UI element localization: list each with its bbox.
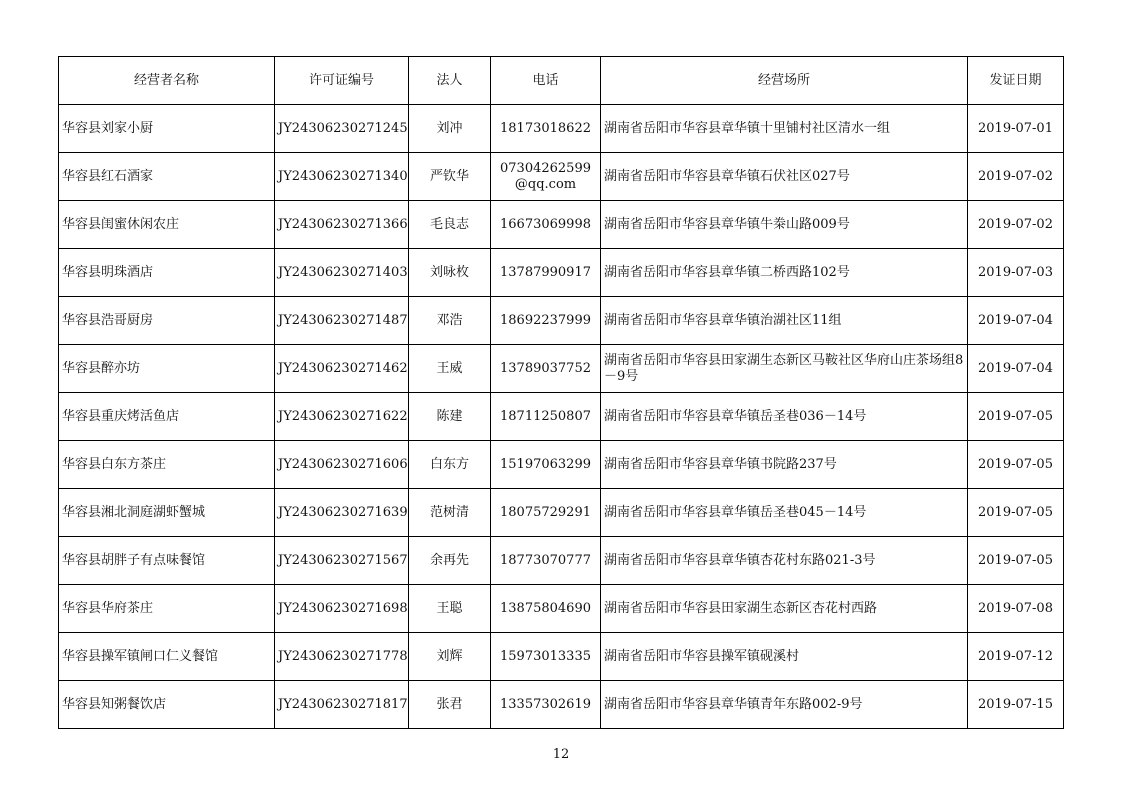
address-cell: 湖南省岳阳市华容县章华镇书院路237号 xyxy=(601,441,968,489)
address-cell: 湖南省岳阳市华容县田家湖生态新区马鞍社区华府山庄茶场组8－9号 xyxy=(601,345,968,393)
address-cell: 湖南省岳阳市华容县田家湖生态新区杏花村西路 xyxy=(601,585,968,633)
table-row xyxy=(59,537,1064,585)
legal-person-cell: 余再先 xyxy=(409,537,491,585)
header-operator-name: 经营者名称 xyxy=(59,57,275,105)
table-row xyxy=(59,681,1064,729)
issue-date-cell: 2019-07-04 xyxy=(968,297,1064,345)
legal-person-cell: 邓浩 xyxy=(409,297,491,345)
license-number-cell: JY24306230271403 xyxy=(275,249,409,297)
issue-date-cell: 2019-07-05 xyxy=(968,489,1064,537)
address-cell: 湖南省岳阳市华容县章华镇十里铺村社区清水一组 xyxy=(601,105,968,153)
address-cell: 湖南省岳阳市华容县章华镇青年东路002-9号 xyxy=(601,681,968,729)
table-row xyxy=(59,153,1064,201)
table-row xyxy=(59,489,1064,537)
address-cell: 湖南省岳阳市华容县操军镇砚溪村 xyxy=(601,633,968,681)
operator-name-cell: 华容县闺蜜休闲农庄 xyxy=(59,201,275,249)
license-number-cell: JY24306230271340 xyxy=(275,153,409,201)
operator-name-cell: 华容县醉亦坊 xyxy=(59,345,275,393)
page-number: 12 xyxy=(552,747,570,762)
phone-cell: 18692237999 xyxy=(491,297,601,345)
license-number-cell: JY24306230271487 xyxy=(275,297,409,345)
legal-person-cell: 陈建 xyxy=(409,393,491,441)
table-row xyxy=(59,441,1064,489)
address-cell: 湖南省岳阳市华容县章华镇杏花村东路021-3号 xyxy=(601,537,968,585)
operator-name-cell: 华容县明珠酒店 xyxy=(59,249,275,297)
license-table xyxy=(58,56,1064,729)
legal-person-cell: 严钦华 xyxy=(409,153,491,201)
operator-name-cell: 华容县胡胖子有点味餐馆 xyxy=(59,537,275,585)
operator-name-cell: 华容县操军镇闸口仁义餐馆 xyxy=(59,633,275,681)
header-legal-person: 法人 xyxy=(409,57,491,105)
table-row xyxy=(59,585,1064,633)
phone-cell: 18173018622 xyxy=(491,105,601,153)
table-row xyxy=(59,201,1064,249)
issue-date-cell: 2019-07-15 xyxy=(968,681,1064,729)
legal-person-cell: 刘冲 xyxy=(409,105,491,153)
legal-person-cell: 张君 xyxy=(409,681,491,729)
address-cell: 湖南省岳阳市华容县章华镇二桥西路102号 xyxy=(601,249,968,297)
phone-cell: 18773070777 xyxy=(491,537,601,585)
issue-date-cell: 2019-07-03 xyxy=(968,249,1064,297)
issue-date-cell: 2019-07-04 xyxy=(968,345,1064,393)
issue-date-cell: 2019-07-08 xyxy=(968,585,1064,633)
legal-person-cell: 刘咏枚 xyxy=(409,249,491,297)
license-number-cell: JY24306230271778 xyxy=(275,633,409,681)
header-issue-date: 发证日期 xyxy=(968,57,1064,105)
issue-date-cell: 2019-07-05 xyxy=(968,441,1064,489)
table-row xyxy=(59,393,1064,441)
operator-name-cell: 华容县浩哥厨房 xyxy=(59,297,275,345)
operator-name-cell: 华容县湘北洞庭湖虾蟹城 xyxy=(59,489,275,537)
table-body xyxy=(59,105,1064,729)
operator-name-cell: 华容县华府茶庄 xyxy=(59,585,275,633)
phone-cell: 15973013335 xyxy=(491,633,601,681)
license-number-cell: JY24306230271698 xyxy=(275,585,409,633)
phone-cell: 16673069998 xyxy=(491,201,601,249)
legal-person-cell: 白东方 xyxy=(409,441,491,489)
operator-name-cell: 华容县白东方茶庄 xyxy=(59,441,275,489)
operator-name-cell: 华容县红石酒家 xyxy=(59,153,275,201)
issue-date-cell: 2019-07-12 xyxy=(968,633,1064,681)
header-license-number: 许可证编号 xyxy=(275,57,409,105)
issue-date-cell: 2019-07-05 xyxy=(968,537,1064,585)
phone-cell: 13357302619 xyxy=(491,681,601,729)
address-cell: 湖南省岳阳市华容县章华镇岳圣巷036－14号 xyxy=(601,393,968,441)
table-row xyxy=(59,297,1064,345)
header-address: 经营场所 xyxy=(601,57,968,105)
license-number-cell: JY24306230271622 xyxy=(275,393,409,441)
phone-cell: 13787990917 xyxy=(491,249,601,297)
legal-person-cell: 范树清 xyxy=(409,489,491,537)
license-number-cell: JY24306230271639 xyxy=(275,489,409,537)
phone-cell: 13789037752 xyxy=(491,345,601,393)
address-cell: 湖南省岳阳市华容县章华镇岳圣巷045－14号 xyxy=(601,489,968,537)
table-row xyxy=(59,105,1064,153)
legal-person-cell: 毛良志 xyxy=(409,201,491,249)
license-number-cell: JY24306230271817 xyxy=(275,681,409,729)
operator-name-cell: 华容县重庆烤活鱼店 xyxy=(59,393,275,441)
phone-cell: 15197063299 xyxy=(491,441,601,489)
issue-date-cell: 2019-07-05 xyxy=(968,393,1064,441)
legal-person-cell: 王聪 xyxy=(409,585,491,633)
operator-name-cell: 华容县刘家小厨 xyxy=(59,105,275,153)
license-number-cell: JY24306230271567 xyxy=(275,537,409,585)
legal-person-cell: 王威 xyxy=(409,345,491,393)
legal-person-cell: 刘辉 xyxy=(409,633,491,681)
table-row xyxy=(59,633,1064,681)
issue-date-cell: 2019-07-01 xyxy=(968,105,1064,153)
license-number-cell: JY24306230271462 xyxy=(275,345,409,393)
address-cell: 湖南省岳阳市华容县章华镇治湖社区11组 xyxy=(601,297,968,345)
license-number-cell: JY24306230271366 xyxy=(275,201,409,249)
address-cell: 湖南省岳阳市华容县章华镇石伏社区027号 xyxy=(601,153,968,201)
table-header-row xyxy=(59,57,1064,105)
phone-cell: 18075729291 xyxy=(491,489,601,537)
phone-cell: 07304262599@qq.com xyxy=(491,153,601,201)
phone-cell: 18711250807 xyxy=(491,393,601,441)
table-row xyxy=(59,249,1064,297)
operator-name-cell: 华容县知粥餐饮店 xyxy=(59,681,275,729)
issue-date-cell: 2019-07-02 xyxy=(968,201,1064,249)
license-number-cell: JY24306230271606 xyxy=(275,441,409,489)
table-row xyxy=(59,345,1064,393)
license-number-cell: JY24306230271245 xyxy=(275,105,409,153)
address-cell: 湖南省岳阳市华容县章华镇牛桊山路009号 xyxy=(601,201,968,249)
issue-date-cell: 2019-07-02 xyxy=(968,153,1064,201)
phone-cell: 13875804690 xyxy=(491,585,601,633)
header-phone: 电话 xyxy=(491,57,601,105)
